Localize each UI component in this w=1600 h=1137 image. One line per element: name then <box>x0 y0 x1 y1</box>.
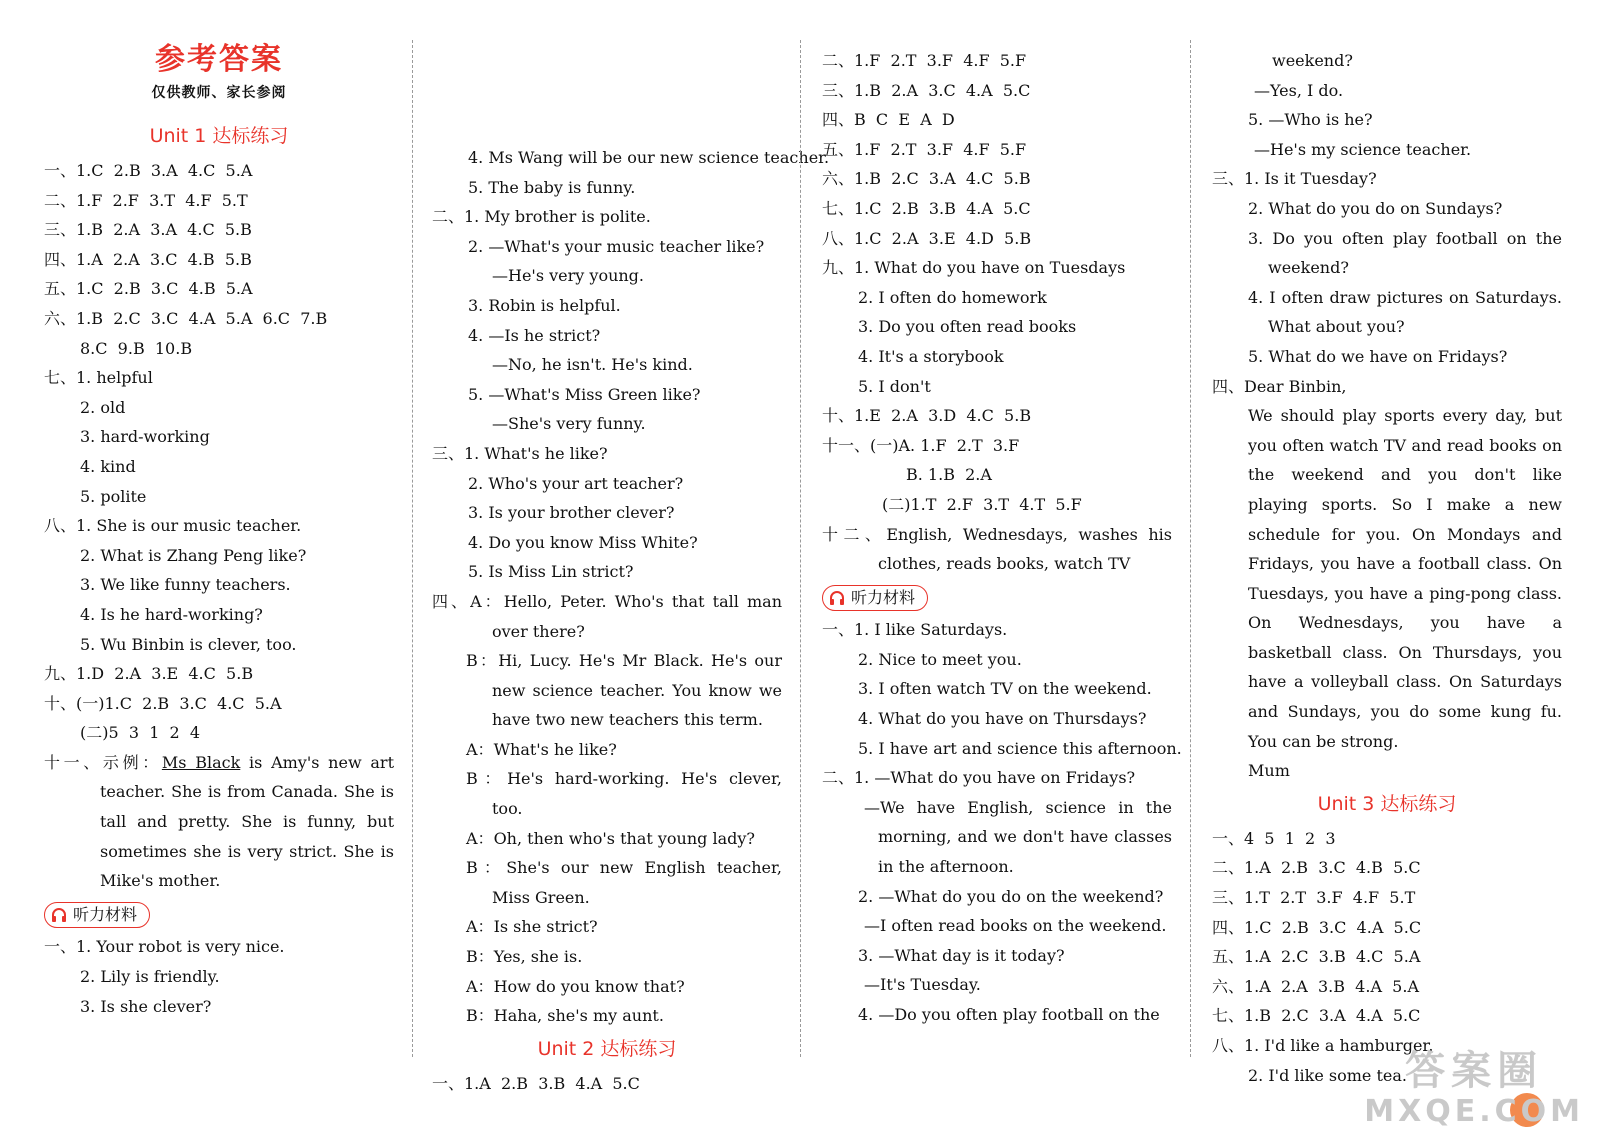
listening-label-text: 听力材料 <box>851 587 916 607</box>
dialog-line <box>432 646 782 735</box>
answer-line: 5. I don't <box>858 376 931 396</box>
listening-line: 2. —What do you do on the weekend? <box>858 886 1164 906</box>
listening-line: 二、1. —What do you have on Fridays? <box>822 768 1136 788</box>
exercise-12-answer: 十二、English, Wednesdays, washes his clothes, reads books, watch TV <box>822 524 1172 574</box>
listening-line: —It's Tuesday. <box>864 975 981 995</box>
dialog-line <box>432 853 782 912</box>
answer-line: B. 1.B 2.A <box>906 465 992 485</box>
unit3-heading: Unit 3 达标练习 <box>1317 792 1457 815</box>
answer-line: 4. kind <box>80 456 136 476</box>
dialog-speaker: B： <box>466 769 508 789</box>
answer-line: 3. We like funny teachers. <box>80 575 291 595</box>
exercise-11-prefix: 十一、示例： <box>44 752 162 772</box>
answer-line: 3. hard-working <box>80 427 210 447</box>
answer-line: —She's very funny. <box>492 414 646 434</box>
answer-line: 七、1. helpful <box>44 368 153 388</box>
dialog-line <box>432 1001 782 1031</box>
dialog-line <box>432 735 782 765</box>
answer-line: 四、1.A 2.A 3.C 4.B 5.B <box>44 249 252 269</box>
answer-line: 六、1.A 2.A 3.B 4.A 5.A <box>1212 976 1419 996</box>
answer-line: 五、1.A 2.C 3.B 4.C 5.A <box>1212 947 1421 967</box>
answer-line: 五、1.C 2.B 3.C 4.B 5.A <box>44 279 253 299</box>
dialog-line <box>432 764 782 823</box>
dialog-text: Hi, Lucy. He's Mr Black. He's our new science teacher. You know we have two new teachers this term. <box>492 651 782 730</box>
dialog-speaker: 四、A： <box>432 591 504 611</box>
answer-line: 六、1.B 2.C 3.A 4.C 5.B <box>822 169 1031 189</box>
listening-line: —We have English, science in the morning, and we don't have classes in the afternoon. <box>864 797 1172 877</box>
watermark-line-1: 答案圈 <box>1405 1048 1544 1094</box>
page-subtitle: 仅供教师、家长参阅 <box>151 85 287 101</box>
listening-line: 4. What do you have on Thursdays? <box>858 709 1147 729</box>
answer-line: 八、1.C 2.A 3.E 4.D 5.B <box>822 228 1032 248</box>
answer-line: 八、1. I'd like a hamburger. <box>1212 1036 1434 1055</box>
answer-line: (二)5 3 1 2 4 <box>80 723 201 743</box>
answer-line: 一、4 5 1 2 3 <box>1212 828 1336 848</box>
dialog-speaker: B： <box>466 947 494 967</box>
listening-line: —Yes, I do. <box>1254 80 1344 100</box>
letter-body: We should play sports every day, but you often watch TV and read books on the weekend and you don't like playing sports. So I make a new schedule for you. On Mondays and Fridays, you have a football class. On Tuesdays, you have a ping-pong class. On Wednesdays, you have a basketball class. On Thursdays, you have a volleyball class. On Saturdays and Sundays, you do some kung fu. You can be strong. <box>1248 406 1562 751</box>
answer-line: 2. I often do homework <box>858 287 1047 307</box>
letter-signature: Mum <box>1248 761 1290 781</box>
listening-line: 2. Lily is friendly. <box>80 967 220 987</box>
answer-line: —He's very young. <box>492 266 645 286</box>
listening-material-label <box>822 585 928 611</box>
headphone-icon <box>51 907 67 923</box>
answer-line: 二、1. My brother is polite. <box>432 207 651 227</box>
dialog-text: Oh, then who's that young lady? <box>493 828 755 848</box>
answer-line: 三、1.T 2.T 3.F 4.F 5.T <box>1212 888 1416 908</box>
answer-line: 三、1.B 2.A 3.C 4.A 5.C <box>822 80 1031 100</box>
column-divider <box>412 40 413 1057</box>
answer-line: 3. Robin is helpful. <box>468 295 621 315</box>
dialog-text: He's hard-working. He's clever, too. <box>492 769 782 819</box>
dialog-line <box>432 972 782 1002</box>
answer-line: 3. Do you often read books <box>858 317 1077 337</box>
listening-label-text: 听力材料 <box>73 904 138 924</box>
answer-line: 三、1.B 2.A 3.A 4.C 5.B <box>44 220 252 240</box>
answer-line: 十、(一)1.C 2.B 3.C 4.C 5.A <box>44 693 282 713</box>
answer-line: 五、1.F 2.T 3.F 4.F 5.F <box>822 139 1027 159</box>
answer-line: 七、1.C 2.B 3.B 4.A 5.C <box>822 198 1031 218</box>
answer-line: 2. I'd like some tea. <box>1248 1065 1407 1085</box>
answer-line: 2. —What's your music teacher like? <box>468 236 765 256</box>
answer-line: 三、1. What's he like? <box>432 443 608 463</box>
dialog-speaker: A： <box>466 917 494 937</box>
answer-line: 4. —Is he strict? <box>468 325 601 345</box>
dialog-text: Is she strict? <box>493 917 598 937</box>
dialog-line <box>432 587 782 646</box>
dialog-text: Haha, she's my aunt. <box>493 1006 664 1026</box>
answer-line: 二、1.F 2.T 3.F 4.F 5.F <box>822 51 1027 70</box>
answer-line: 4. Do you know Miss White? <box>468 532 698 552</box>
listening-line: 一、1. I like Saturdays. <box>822 620 1008 640</box>
column-divider <box>800 40 801 1057</box>
dialog-speaker: A： <box>466 976 494 996</box>
answer-line: 二、1.F 2.F 3.T 4.F 5.T <box>44 190 248 210</box>
answer-line: —No, he isn't. He's kind. <box>492 355 693 375</box>
listening-line: 2. Nice to meet you. <box>858 649 1022 669</box>
answer-line: 3. Is your brother clever? <box>468 503 675 523</box>
answer-line: 十、1.E 2.A 3.D 4.C 5.B <box>822 406 1032 426</box>
letter-greeting: 四、Dear Binbin, <box>1212 376 1347 396</box>
answer-line: 2. Who's your art teacher? <box>468 473 684 493</box>
answer-line: 九、1. What do you have on Tuesdays <box>822 258 1126 278</box>
watermark-line-2: MXQE.COM <box>1364 1094 1584 1129</box>
listening-line: weekend? <box>1272 51 1353 70</box>
listening-line: 5. —Who is he? <box>1248 110 1373 130</box>
unit2-heading: Unit 2 达标练习 <box>537 1037 677 1060</box>
dialog-line <box>432 942 782 972</box>
answer-line: 一、1.C 2.B 3.A 4.C 5.A <box>44 161 253 180</box>
exercise-11-sample <box>44 748 394 896</box>
listening-line: 3. —What day is it today? <box>858 945 1065 965</box>
listening-line: —He's my science teacher. <box>1254 139 1472 159</box>
answer-line: 四、1.C 2.B 3.C 4.A 5.C <box>1212 917 1422 937</box>
answer-line: 5. The baby is funny. <box>468 177 636 197</box>
listening-line: 3. I often watch TV on the weekend. <box>858 679 1152 699</box>
dialog-text: Yes, she is. <box>493 947 583 967</box>
headphone-icon <box>829 590 845 606</box>
answer-line: 4. Is he hard-working? <box>80 604 263 624</box>
page-title: 参考答案 <box>155 42 283 77</box>
answer-line: (二)1.T 2.F 3.T 4.T 5.F <box>882 494 1082 514</box>
column-1 <box>44 40 394 1097</box>
answer-line: 六、1.B 2.C 3.C 4.A 5.A 6.C 7.B <box>44 308 328 328</box>
listening-line: 3. Is she clever? <box>80 996 212 1016</box>
column-3 <box>822 46 1182 1097</box>
dialog-speaker: B： <box>466 858 507 878</box>
dialog-text: Hello, Peter. Who's that tall man over there? <box>492 591 782 641</box>
unit1-heading: Unit 1 达标练习 <box>149 125 289 147</box>
dialog-speaker: A： <box>466 828 494 848</box>
listening-line: 三、1. Is it Tuesday? <box>1212 169 1377 189</box>
answer-line: 一、1.A 2.B 3.B 4.A 5.C <box>432 1073 640 1093</box>
listening-line: 一、1. Your robot is very nice. <box>44 937 285 957</box>
dialog-line <box>432 912 782 942</box>
site-watermark <box>1364 1047 1584 1129</box>
column-2 <box>432 143 830 1097</box>
exercise-11-text: is Amy's new art teacher. She is from Canada. She is tall and pretty. She is funny, but sometimes she is very strict. She is Mike's mother. <box>100 752 394 891</box>
listening-line: 4. —Do you often play football on the <box>858 1005 1160 1024</box>
answer-line: 九、1.D 2.A 3.E 4.C 5.B <box>44 664 254 684</box>
answer-line: 二、1.A 2.B 3.C 4.B 5.C <box>1212 858 1421 878</box>
answer-line: 4. Ms Wang will be our new science teacher. <box>468 148 830 167</box>
listening-line: 4. I often draw pictures on Saturdays. What about you? <box>1248 287 1562 337</box>
dialog-speaker: B： <box>466 651 499 671</box>
listening-line: 2. What do you do on Sundays? <box>1248 198 1503 218</box>
listening-material-label <box>44 902 150 928</box>
dialog-speaker: A： <box>466 739 494 759</box>
answer-line: 4. It's a storybook <box>858 346 1004 366</box>
answer-line: 十一、(一)A. 1.F 2.T 3.F <box>822 435 1020 455</box>
answer-line: 5. Is Miss Lin strict? <box>468 562 634 582</box>
answer-line: 5. polite <box>80 486 147 506</box>
column-divider <box>1190 40 1191 1057</box>
listening-line: —I often read books on the weekend. <box>864 916 1167 936</box>
answer-line: 七、1.B 2.C 3.A 4.A 5.C <box>1212 1006 1421 1026</box>
dialog-text: What's he like? <box>493 739 617 759</box>
dialog-text: How do you know that? <box>493 976 685 996</box>
listening-line: 5. What do we have on Fridays? <box>1248 346 1508 366</box>
dialog-speaker: B： <box>466 1006 494 1026</box>
answer-line: 四、B C E A D <box>822 110 955 130</box>
column-4 <box>1212 46 1562 1097</box>
answer-line: 2. What is Zhang Peng like? <box>80 545 307 565</box>
answer-line: 八、1. She is our music teacher. <box>44 516 302 536</box>
answer-line: 5. —What's Miss Green like? <box>468 384 701 404</box>
exercise-11-name: Ms Black <box>161 752 241 772</box>
answer-line: 5. Wu Binbin is clever, too. <box>80 634 297 654</box>
answer-line: 2. old <box>80 397 126 417</box>
dialog-text: She's our new English teacher, Miss Green. <box>492 858 782 907</box>
listening-line: 5. I have art and science this afternoon. <box>858 738 1182 758</box>
dialog-line <box>432 824 782 854</box>
answer-line: 8.C 9.B 10.B <box>80 338 193 358</box>
listening-line: 3. Do you often play football on the weekend? <box>1248 228 1562 278</box>
